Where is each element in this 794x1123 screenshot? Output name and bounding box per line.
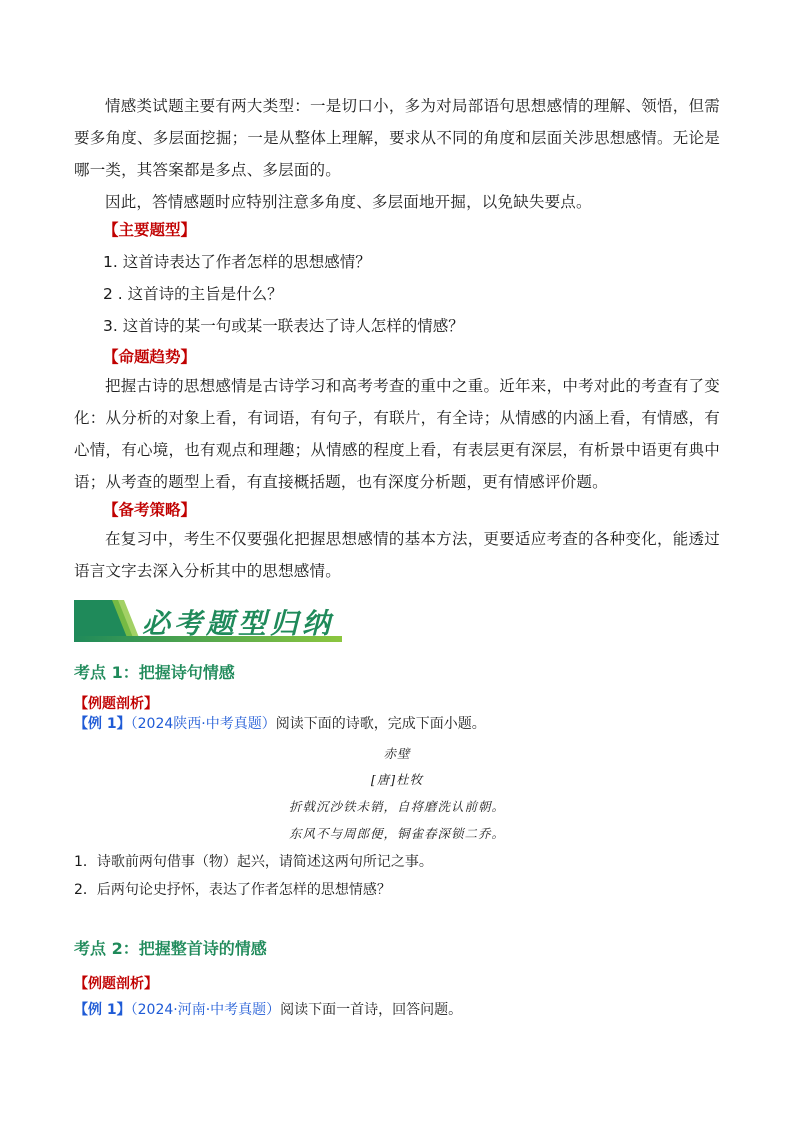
question-2: 2 . 这首诗的主旨是什么？ — [103, 285, 283, 303]
point-2-title: 考点 2：把握整首诗的情感 — [74, 939, 267, 958]
section-banner — [74, 600, 342, 644]
point-1-analysis-heading: 【例题剖析】 — [74, 696, 158, 712]
example-instruction: 阅读下面的诗歌，完成下面小题。 — [275, 716, 486, 732]
trend-paragraph: 把握古诗的思想感情是古诗学习和高考考查的重中之重。近年来，中考对此的考查有了变化：从分析的对象上看，有词语，有句子，有联片，有全诗；从情感的内涵上看，有情感，有心情，有心境，也有观点和理趣；从情感的程度上看，有表层更有深层，有析景中语更有典中语；从考查的题型上看，有直接概括题，也有深度分析题，更有情感评价题。 — [74, 377, 720, 491]
example-tag-2: 【例 1】 — [74, 1002, 131, 1018]
question-1: 1. 这首诗表达了作者怎样的思想感情？ — [103, 253, 371, 271]
point-1-title: 考点 1：把握诗句情感 — [74, 663, 235, 682]
poem-line-1: 折戟沉沙铁未销，自将磨洗认前朝。 — [288, 799, 505, 814]
trend-heading: 【命题趋势】 — [103, 348, 197, 366]
poem-line-2: 东风不与周郎便，铜雀春深锁二乔。 — [288, 826, 505, 841]
main-types-heading: 【主要题型】 — [103, 221, 197, 239]
point-1-example-line — [74, 714, 486, 734]
poem-title: 赤壁 — [383, 746, 411, 761]
point-2-analysis-heading: 【例题剖析】 — [74, 976, 158, 992]
example-source: （2024陕西·中考真题） — [130, 716, 276, 732]
sub-question-2: 2．后两句论史抒怀，表达了作者怎样的思想情感？ — [74, 882, 391, 898]
example-source-2: （2024·河南·中考真题） — [130, 1002, 281, 1018]
point-2-example-line — [74, 1000, 462, 1020]
banner-title: 必考题型归纳 — [142, 607, 335, 640]
strategy-heading: 【备考策略】 — [103, 501, 197, 519]
question-3: 3. 这首诗的某一句或某一联表达了诗人怎样的情感？ — [103, 317, 464, 335]
example-instruction-2: 阅读下面一首诗，回答问题。 — [280, 1002, 463, 1018]
intro-paragraph-1: 情感类试题主要有两大类型：一是切口小，多为对局部语句思想感情的理解、领悟，但需要多角度、多层面挖掘；一是从整体上理解，要求从不同的角度和层面关涉思想感情。无论是哪一类，其答案都是多点、多层面的。 — [74, 97, 720, 179]
poem-author: [唐]杜牧 — [370, 772, 424, 787]
sub-question-1: 1．诗歌前两句借事（物）起兴，请简述这两句所记之事。 — [74, 854, 433, 870]
example-tag: 【例 1】 — [74, 716, 131, 732]
intro-paragraph-2: 因此，答情感题时应特别注意多角度、多层面地开掘，以免缺失要点。 — [105, 193, 592, 211]
strategy-paragraph: 在复习中，考生不仅要强化把握思想感情的基本方法，更要适应考查的各种变化，能透过语言文字去深入分析其中的思想感情。 — [74, 530, 720, 580]
